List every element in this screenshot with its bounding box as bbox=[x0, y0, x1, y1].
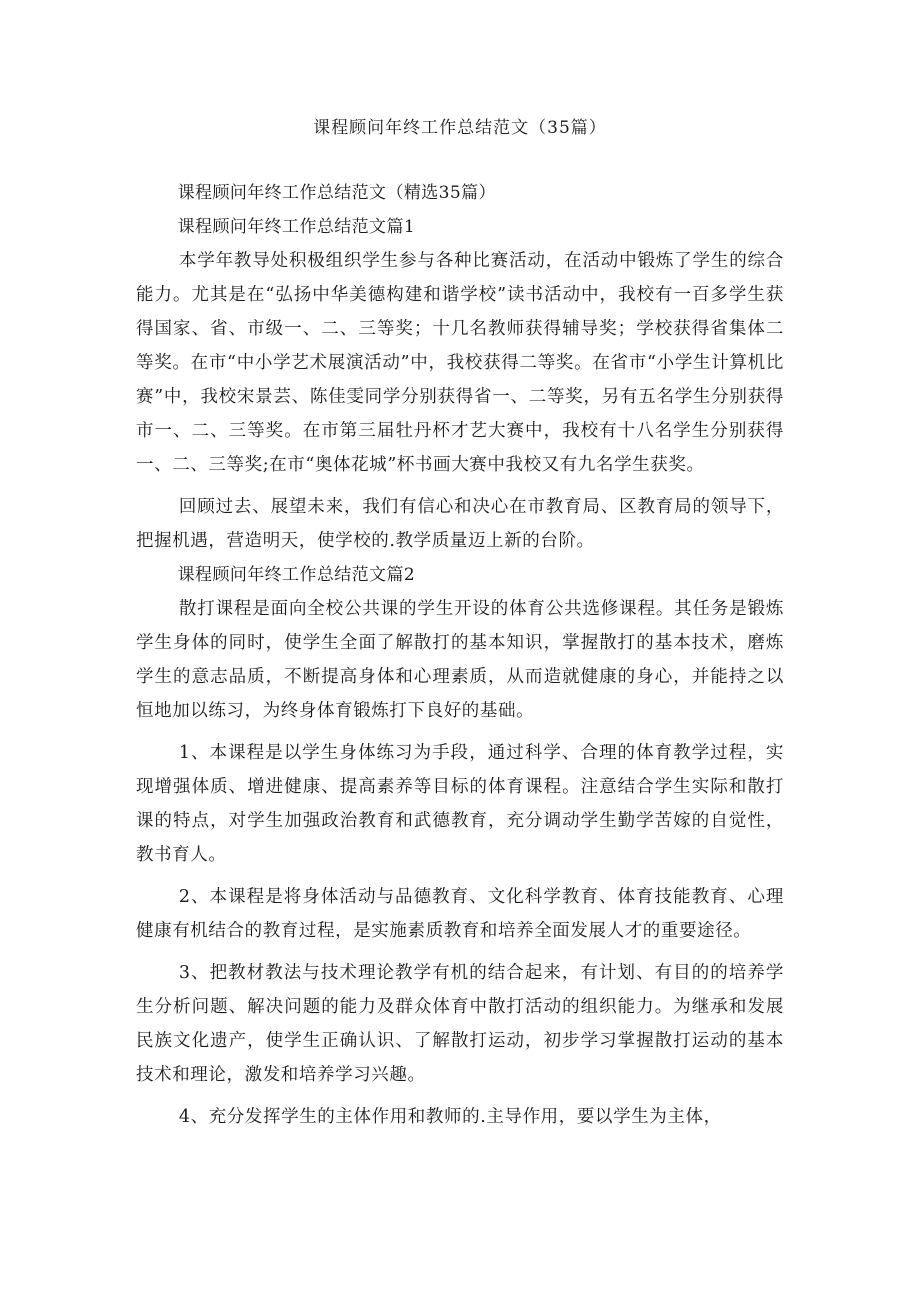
section-2-paragraph-4: 3、把教材教法与技术理论教学有机的结合起来，有计划、有目的的培养学生分析问题、解决问题的能力及群众体育中散打活动的组织能力。为继承和发展民族文化遗产，使学生正确认识、了解散打运动，初步学习掌握散打运动的基本技术和理论，激发和培养学习兴趣。 bbox=[136, 963, 784, 1085]
document-title: 课程顾问年终工作总结范文（35篇） bbox=[313, 118, 607, 138]
section-2-paragraph-3: 2、本课程是将身体活动与品德教育、文化科学教育、体育技能教育、心理健康有机结合的教育过程，是实施素质教育和培养全面发展人才的重要途径。 bbox=[136, 887, 784, 941]
section-1-paragraph-1: 本学年教导处积极组织学生参与各种比赛活动，在活动中锻炼了学生的综合能力。尤其是在“弘扬中华美德构建和谐学校”读书活动中，我校有一百多学生获得国家、省、市级一、二、三等奖；十几名教师获得辅导奖；学校获得省集体二等奖。在市“中小学艺术展演活动”中，我校获得二等奖。在省市“小学生计算机比赛”中，我校宋景芸、陈佳雯同学分别获得省一、二等奖，另有五名学生分别获得市一、二、三等奖。在市第三届牡丹杯才艺大赛中，我校有十八名学生分别获得一、二、三等奖;在市“奥体花城”杯书画大赛中我校又有九名学生获奖。 bbox=[136, 251, 784, 475]
document-body bbox=[136, 176, 784, 1134]
section-2-paragraph-1: 散打课程是面向全校公共课的学生开设的体育公共选修课程。其任务是锻炼学生身体的同时，使学生全面了解散打的基本知识，掌握散打的基本技术，磨炼学生的意志品质，不断提高身体和心理素质，从而造就健康的身心，并能持之以恒地加以练习，为终身体育锻炼打下良好的基础。 bbox=[136, 599, 784, 721]
section-2-paragraph-2: 1、本课程是以学生身体练习为手段，通过科学、合理的体育教学过程，实现增强体质、增进健康、提高素养等目标的体育课程。注意结合学生实际和散打课的特点，对学生加强政治教育和武德教育，充分调动学生勤学苦嫁的自觉性，教书育人。 bbox=[136, 743, 784, 865]
document-subtitle: 课程顾问年终工作总结范文（精选35篇） bbox=[177, 183, 496, 203]
section-1-paragraph-2: 回顾过去、展望未来，我们有信心和决心在市教育局、区教育局的领导下，把握机遇，营造明天，使学校的.教学质量迈上新的台阶。 bbox=[136, 497, 784, 551]
section-1-heading: 课程顾问年终工作总结范文篇1 bbox=[177, 217, 416, 237]
section-2-paragraph-5: 4、充分发挥学生的主体作用和教师的.主导作用，要以学生为主体， bbox=[178, 1107, 722, 1127]
section-2-heading: 课程顾问年终工作总结范文篇2 bbox=[177, 565, 416, 585]
